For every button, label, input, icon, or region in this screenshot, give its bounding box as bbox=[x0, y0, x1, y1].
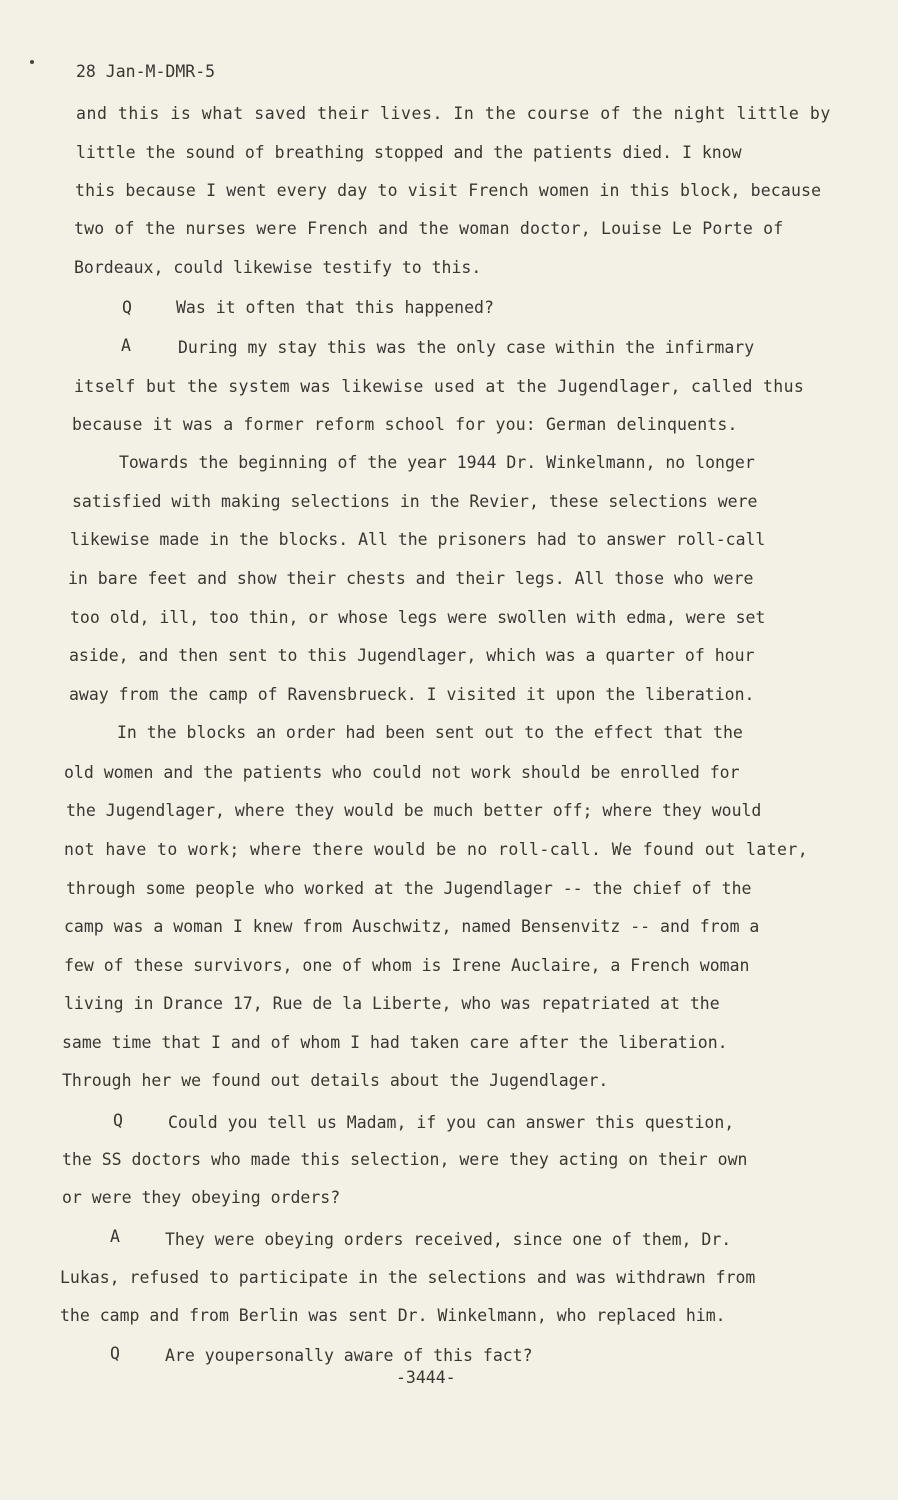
text-line: the SS doctors who made this selection, were they acting on their own bbox=[62, 1150, 748, 1169]
text-line: because it was a former reform school for you: German delinquents. bbox=[72, 415, 738, 434]
page-number: -3444- bbox=[396, 1368, 456, 1387]
question-line: Was it often that this happened? bbox=[176, 298, 494, 317]
document-reference: 28 Jan-M-DMR-5 bbox=[76, 62, 216, 81]
text-line: few of these survivors, one of whom is Irene Auclaire, a French woman bbox=[64, 956, 750, 975]
text-line: camp was a woman I knew from Auschwitz, named Bensenvitz -- and from a bbox=[64, 917, 760, 936]
text-line: in bare feet and show their chests and their legs. All those who were bbox=[68, 569, 754, 588]
speaker-label-a: A bbox=[110, 1227, 120, 1246]
text-line: the camp and from Berlin was sent Dr. Winkelmann, who replaced him. bbox=[60, 1306, 726, 1325]
text-line: and this is what saved their lives. In the course of the night little by bbox=[76, 104, 831, 123]
question-line: Could you tell us Madam, if you can answer this question, bbox=[168, 1113, 735, 1132]
margin-dot bbox=[30, 60, 34, 64]
answer-line: They were obeying orders received, since one of them, Dr. bbox=[165, 1230, 732, 1249]
speaker-label-q: Q bbox=[113, 1111, 123, 1130]
text-line: or were they obeying orders? bbox=[62, 1188, 341, 1207]
text-line: aside, and then sent to this Jugendlager, which was a quarter of hour bbox=[69, 646, 755, 665]
text-line: through some people who worked at the Jugendlager -- the chief of the bbox=[66, 879, 752, 898]
text-line: living in Drance 17, Rue de la Liberte, who was repatriated at the bbox=[64, 994, 720, 1013]
text-line: the Jugendlager, where they would be much better off; where they would bbox=[66, 801, 762, 820]
text-line: Through her we found out details about the Jugendlager. bbox=[62, 1071, 609, 1090]
text-line: In the blocks an order had been sent out to the effect that the bbox=[117, 723, 743, 742]
speaker-label-a: A bbox=[121, 336, 131, 355]
text-line: this because I went every day to visit French women in this block, because bbox=[75, 181, 822, 200]
text-line: little the sound of breathing stopped and the patients died. I know bbox=[76, 143, 742, 162]
text-line: two of the nurses were French and the woman doctor, Louise Le Porte of bbox=[74, 219, 784, 238]
text-line: Bordeaux, could likewise testify to this. bbox=[74, 258, 482, 277]
speaker-label-q: Q bbox=[122, 298, 132, 317]
text-line: satisfied with making selections in the Revier, these selections were bbox=[72, 492, 758, 511]
text-line: not have to work; where there would be no roll-call. We found out later, bbox=[64, 840, 809, 859]
text-line: Towards the beginning of the year 1944 Dr. Winkelmann, no longer bbox=[119, 453, 755, 472]
text-line: too old, ill, too thin, or whose legs were swollen with edma, were set bbox=[70, 608, 766, 627]
text-line: away from the camp of Ravensbrueck. I visited it upon the liberation. bbox=[69, 685, 755, 704]
text-line: Lukas, refused to participate in the selections and was withdrawn from bbox=[60, 1268, 756, 1287]
text-line: itself but the system was likewise used at the Jugendlager, called thus bbox=[74, 377, 805, 396]
text-line: likewise made in the blocks. All the prisoners had to answer roll-call bbox=[70, 530, 766, 549]
text-line: same time that I and of whom I had taken care after the liberation. bbox=[62, 1033, 728, 1052]
text-line: old women and the patients who could not work should be enrolled for bbox=[64, 763, 740, 782]
speaker-label-q: Q bbox=[110, 1344, 120, 1363]
answer-line: During my stay this was the only case within the infirmary bbox=[178, 338, 755, 357]
question-line: Are youpersonally aware of this fact? bbox=[165, 1346, 533, 1365]
